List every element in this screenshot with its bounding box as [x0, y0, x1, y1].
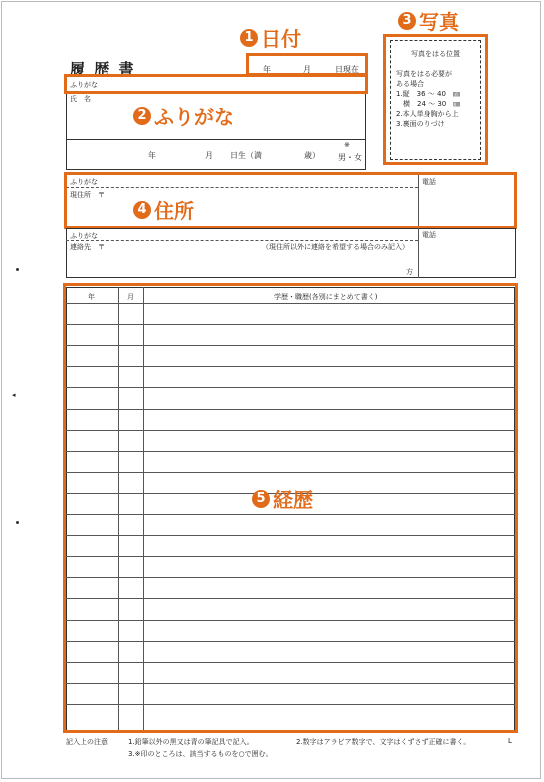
- contact-phone-divider: [418, 228, 419, 278]
- callout-label: ふりがな: [154, 105, 234, 129]
- callout-furigana: [133, 101, 234, 130]
- address-furigana: ふりがな: [70, 178, 98, 186]
- resume-title: 履 歴 書: [70, 60, 136, 78]
- age-suffix: 歳）: [304, 151, 320, 160]
- callout-history: [252, 484, 313, 513]
- margin-arrow: ◂: [12, 391, 16, 399]
- date-suffix: 日現在: [335, 65, 359, 74]
- contact-furigana: ふりがな: [70, 232, 98, 240]
- callout-label: 写真: [419, 10, 459, 34]
- contact-section: [66, 228, 516, 278]
- footer-note: 1.鉛筆以外の黒又は青の筆記具で記入。: [128, 738, 254, 746]
- history-year-header: 年: [88, 293, 95, 301]
- photo-line: 3.裏面のりづけ: [396, 120, 445, 128]
- margin-dot: [16, 521, 19, 524]
- callout-number: 5: [252, 490, 270, 508]
- callout-number: 2: [133, 107, 151, 125]
- margin-dot: [16, 268, 19, 271]
- callout-number: 4: [133, 201, 151, 219]
- birth-day: 日生（満: [230, 151, 262, 160]
- address-label: 現住所 〒: [70, 191, 105, 199]
- date-month: 月: [303, 65, 311, 74]
- name-label: 氏 名: [70, 95, 91, 103]
- footer-heading: 記入上の注意: [66, 738, 108, 746]
- footer-note: 3.※印のところは、該当するものを○で囲む。: [128, 750, 273, 758]
- photo-line: 1.縦 36 ～ 40 ㎜: [396, 90, 460, 98]
- callout-date: [240, 23, 301, 52]
- footer-corner: L: [508, 737, 512, 745]
- photo-line: 写真をはる必要が: [396, 70, 452, 78]
- footer-note: 2.数字はアラビア数字で、文字はくずさず正確に書く。: [296, 738, 471, 746]
- photo-title: 写真をはる位置: [411, 50, 460, 58]
- photo-line: ある場合: [396, 80, 424, 88]
- callout-photo: [398, 6, 459, 35]
- history-content-header: 学歴・職歴(各別にまとめて書く): [274, 293, 378, 301]
- name-divider: [66, 139, 366, 140]
- date-highlight: [246, 53, 368, 76]
- callout-number: 1: [240, 29, 258, 47]
- address-highlight: [64, 172, 517, 229]
- callout-label: 日付: [261, 27, 301, 51]
- gender-mark: ※: [344, 141, 350, 149]
- gender-options: 男・女: [338, 153, 362, 162]
- date-year: 年: [263, 65, 271, 74]
- birth-year: 年: [148, 151, 156, 160]
- contact-kata: 方: [406, 268, 413, 276]
- callout-number: 3: [398, 12, 416, 30]
- contact-phone-label: 電話: [422, 231, 436, 239]
- birth-month: 月: [205, 151, 213, 160]
- photo-line: 2.本人単身胸から上: [396, 110, 459, 118]
- callout-label: 住所: [154, 199, 194, 223]
- photo-box: [390, 40, 481, 160]
- history-month-header: 月: [127, 293, 134, 301]
- furigana-highlight: [64, 74, 368, 94]
- photo-line: 横 24 ～ 30 ㎜: [396, 100, 461, 108]
- contact-divider: [66, 240, 418, 241]
- callout-address: [133, 195, 194, 224]
- callout-label: 経歴: [273, 488, 313, 512]
- contact-note: （現住所以外に連絡を希望する場合のみ記入）: [262, 243, 409, 251]
- furigana-label: ふりがな: [70, 81, 98, 89]
- address-phone-label: 電話: [422, 178, 436, 186]
- contact-label: 連絡先 〒: [70, 243, 105, 251]
